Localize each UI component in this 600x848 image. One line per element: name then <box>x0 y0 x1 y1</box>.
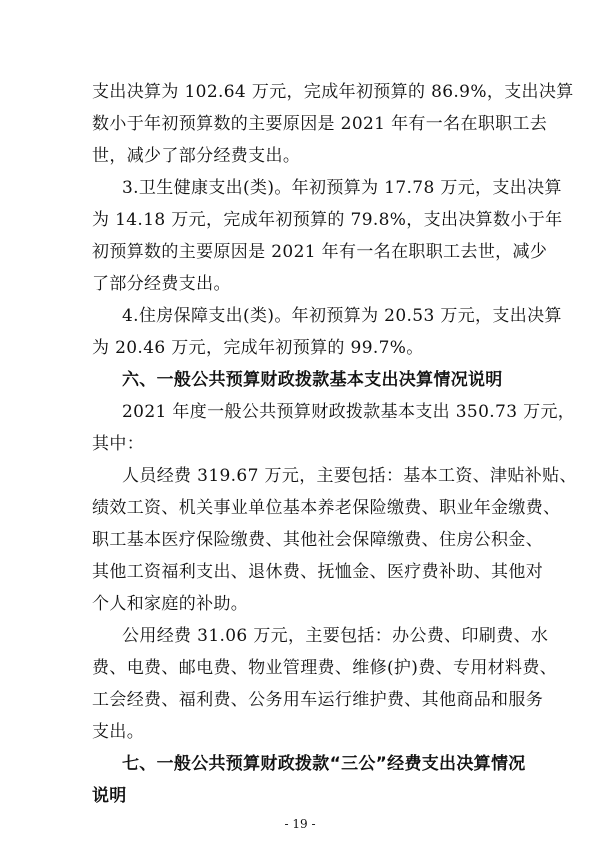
body-text-line: 初预算数的主要原因是 2021 年有一名在职职工去世，减少 <box>92 242 548 262</box>
section-heading: 七、一般公共预算财政拨款“三公”经费支出决算情况 <box>122 754 526 774</box>
body-text-line: 其中： <box>92 434 145 454</box>
body-text-line: 人员经费 319.67 万元，主要包括：基本工资、津贴补贴、 <box>122 466 577 486</box>
body-text-line: 世，减少了部分经费支出。 <box>92 146 301 166</box>
body-text-line: 支出。 <box>92 722 145 742</box>
body-text-line: 了部分经费支出。 <box>92 274 231 294</box>
page-number: - 19 - <box>284 817 316 831</box>
body-text-line: 2021 年度一般公共预算财政拨款基本支出 350.73 万元， <box>122 402 576 422</box>
body-text-line: 其他工资福利支出、退休费、抚恤金、医疗费补助、其他对 <box>92 562 544 582</box>
body-text-line: 工会经费、福利费、公务用车运行维护费、其他商品和服务 <box>92 690 544 710</box>
body-text-line: 职工基本医疗保险缴费、其他社会保障缴费、住房公积金、 <box>92 530 544 550</box>
section-heading-continuation: 说明 <box>92 786 127 806</box>
section-heading: 六、一般公共预算财政拨款基本支出决算情况说明 <box>122 370 503 390</box>
body-text-line: 3.卫生健康支出(类)。年初预算为 17.78 万元，支出决算 <box>122 178 562 198</box>
body-text-line: 数小于年初预算数的主要原因是 2021 年有一名在职职工去 <box>92 114 548 134</box>
body-text-line: 公用经费 31.06 万元，主要包括：办公费、印刷费、水 <box>122 626 549 646</box>
body-text-line: 为 14.18 万元，完成年初预算的 79.8%，支出决算数小于年 <box>92 210 563 230</box>
body-text-line: 绩效工资、机关事业单位基本养老保险缴费、职业年金缴费、 <box>92 498 561 518</box>
body-text-line: 个人和家庭的补助。 <box>92 594 249 614</box>
body-text-line: 费、电费、邮电费、物业管理费、维修(护)费、专用材料费、 <box>92 658 558 678</box>
body-text-line: 支出决算为 102.64 万元，完成年初预算的 86.9%，支出决算 <box>92 82 574 102</box>
body-text-line: 4.住房保障支出(类)。年初预算为 20.53 万元，支出决算 <box>122 306 562 326</box>
body-text-line: 为 20.46 万元，完成年初预算的 99.7%。 <box>92 338 424 358</box>
